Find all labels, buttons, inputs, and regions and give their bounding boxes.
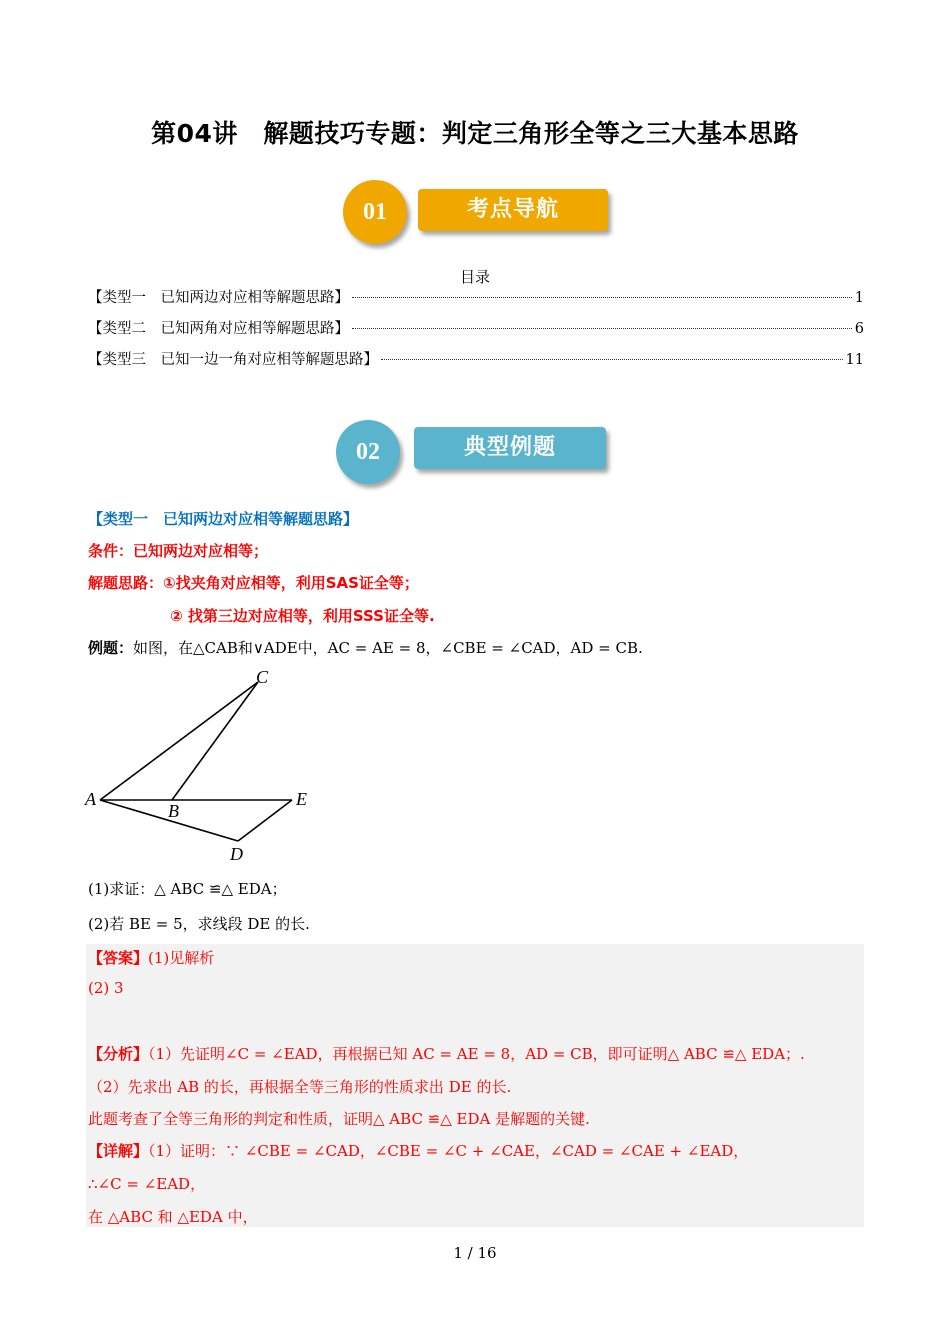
answer-line-1 <box>88 947 214 968</box>
badge-number-02: 02 <box>336 420 400 484</box>
toc-item[interactable] <box>88 286 864 307</box>
example-label: 例题： <box>88 639 134 657</box>
detail-line-3: 在 △ABC 和 △EDA 中， <box>88 1208 258 1226</box>
analysis-text-1: （1）先证明∠C = ∠EAD，再根据已知 AC = AE = 8，AD = CB，即可证明△ ABC ≌△ EDA；. <box>148 1045 805 1063</box>
segment-DE <box>238 800 292 841</box>
analysis-line-1 <box>88 1043 805 1064</box>
detail-line-2: ∴∠C = ∠EAD， <box>88 1175 206 1193</box>
toc-item-title: 【类型二 已知两角对应相等解题思路】 <box>88 321 349 337</box>
label-E: E <box>296 789 307 809</box>
toc-item[interactable] <box>88 348 864 369</box>
example-text: 如图，在△CAB和∨ADE中，AC = AE = 8，∠CBE = ∠CAD，AD = CB. <box>133 639 643 657</box>
toc-leader <box>381 359 843 360</box>
geometry-figure <box>80 665 340 865</box>
answer-tag: 【答案】 <box>88 949 149 967</box>
page-number: 1 / 16 <box>453 1244 497 1262</box>
idea-line-2: ② 找第三边对应相等，利用SSS证全等. <box>170 607 435 625</box>
answer-text-1: (1)见解析 <box>148 949 215 967</box>
badge-number-01: 01 <box>343 180 407 244</box>
label-A: A <box>85 789 96 809</box>
detail-text-1: （1）证明：∵ ∠CBE = ∠CAD，∠CBE = ∠C + ∠CAE，∠CAD = ∠CAE + ∠EAD， <box>148 1142 749 1160</box>
badge-label-01: 考点导航 <box>418 189 608 231</box>
toc-item-page: 1 <box>854 290 864 306</box>
segment-AC <box>100 682 258 800</box>
segment-BC <box>172 682 258 800</box>
toc-leader <box>352 297 852 298</box>
detail-line-1 <box>88 1140 748 1161</box>
label-B: B <box>168 801 179 821</box>
toc-item-page: 11 <box>845 352 864 368</box>
condition-text: 条件：已知两边对应相等； <box>88 542 269 560</box>
toc-item-page: 6 <box>854 321 864 337</box>
toc-leader <box>352 328 852 329</box>
toc-item-title: 【类型三 已知一边一角对应相等解题思路】 <box>88 352 378 368</box>
toc-heading: 目录 <box>459 268 490 286</box>
idea-line-1: 解题思路：①找夹角对应相等，利用SAS证全等； <box>88 574 419 592</box>
toc-item-title: 【类型一 已知两边对应相等解题思路】 <box>88 290 349 306</box>
answer-line-2: (2) 3 <box>88 979 124 997</box>
question-1: (1)求证：△ ABC ≌△ EDA； <box>88 880 287 898</box>
toc-item[interactable] <box>88 317 864 338</box>
example-statement <box>88 637 643 658</box>
analysis-line-2: （2）先求出 AB 的长，再根据全等三角形的性质求出 DE 的长. <box>88 1078 512 1096</box>
page-title: 第04讲 解题技巧专题：判定三角形全等之三大基本思路 <box>151 119 799 148</box>
type-heading: 【类型一 已知两边对应相等解题思路】 <box>88 510 359 528</box>
analysis-tag: 【分析】 <box>88 1045 149 1063</box>
label-D: D <box>230 844 243 864</box>
analysis-line-3: 此题考查了全等三角形的判定和性质，证明△ ABC ≌△ EDA 是解题的关键. <box>88 1110 590 1128</box>
label-C: C <box>256 667 269 687</box>
badge-label-02: 典型例题 <box>414 427 606 469</box>
detail-tag: 【详解】 <box>88 1142 149 1160</box>
question-2: (2)若 BE = 5，求线段 DE 的长. <box>88 915 310 933</box>
